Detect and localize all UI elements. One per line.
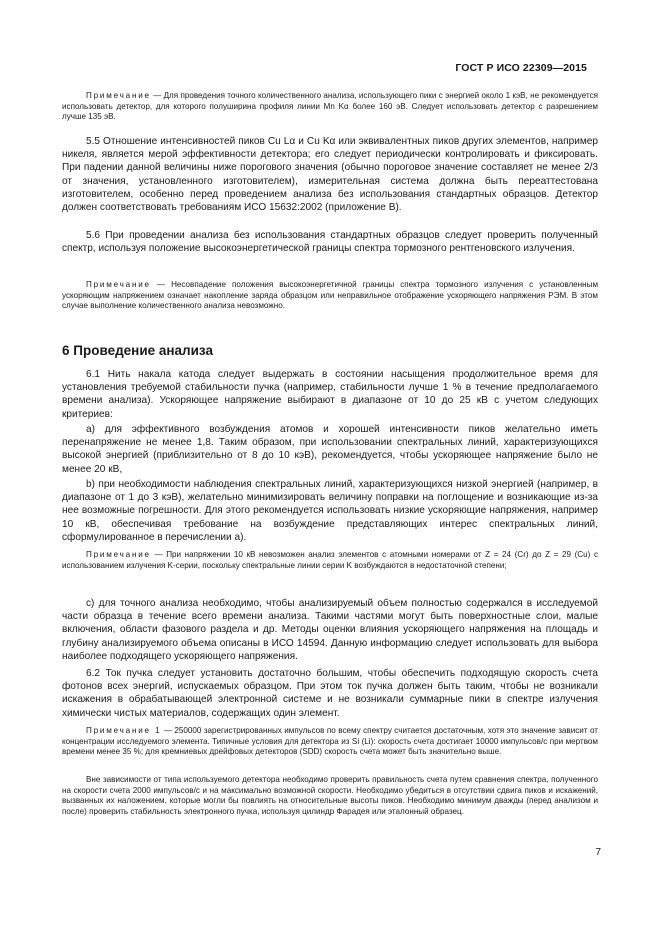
note-1 [62,91,598,123]
section-6-heading: 6 Проведение анализа [62,343,213,358]
paragraph-6-1-a: a) для эффективного возбуждения атомов и хорошей интенсивности пиков желательно иметь перенапряжение не менее 1,8. Таким образом, при использовании спектральных линий, характеризующихся высокой энергией (приблизительно от 8 до 10 кэВ), рекомендуется, чтобы ускоряющее напряжение было не менее 20 кВ, [62,424,598,475]
page-number: 7 [595,847,601,858]
paragraph-5-6: 5.6 При проведении анализа без использования стандартных образцов следует проверить полученный спектр, используя положение высокоэнергетической границы спектра тормозного рентгеновского излучения. [62,230,598,255]
document-id-header: ГОСТ Р ИСО 22309—2015 [455,62,587,74]
note-label: Примечание [86,550,151,559]
note-4 [62,726,598,758]
note-1-text: — Для проведения точного количественного анализа, использующего пики с энергией около 1 кэВ, не рекомендуется использовать детектор, для которого полуширина профиля линии Mn Kα более 160 эВ. Следует использовать детектор с разрешением лучше 135 эВ. [62,91,599,122]
note-5: Вне зависимости от типа используемого детектора необходимо проверить правильность счета путем сравнения спектра, полученного на скорости счета 2000 импульсов/с и на максимально возможной скорости. Необходимо убедиться в отсутствии сдвига пиков и искажений, вызванных их наложением, которые могли бы повлиять на относительные высоты пиков. Необходимо минимум дважды (перед анализом и после) проверить стабильность электронного пучка, используя цилиндр Фарадея или эталонный образец. [62,775,598,817]
note-2 [62,280,598,312]
note-3 [62,550,598,571]
paragraph-6-1: 6.1 Нить накала катода следует выдержать в состоянии насыщения продолжительное время для установления требуемой стабильности пучка (например, стабильности лучше 1 % в течение предполагаемого времени анализа). Ускоряющее напряжение выбирают в диапазоне от 10 до 25 кВ с учетом следующих критериев: [62,369,598,420]
note-2-text: — Несовпадение положения высокоэнергетичной границы спектра тормозного излучения с установленным ускоряющим напряжением означает накопление заряда образцом или неправильное отображение ускоряющего напряжения РЭМ. В этом случае выполнение количественного анализа невозможно. [62,280,599,311]
paragraph-6-1-b: b) при необходимости наблюдения спектральных линий, характеризующихся низкой энергией (например, в диапазоне от 1 до 3 кэВ), желательно минимизировать величину поправки на поглощение и возникающие из-за нее возможные погрешности. Для этого рекомендуется использовать низкие ускоряющие напряжения, например 10 кВ, обеспечивая требование на возбуждение представляющих интерес спектральных линий, сформулированное в перечислении a). [62,479,598,543]
note-3-text: — При напряжении 10 кВ невозможен анализ элементов с атомными номерами от Z = 24 (Cr) до Z = 29 (Cu) с использованием излучения K-серии, поскольку спектральные линии серии K возбуждаются в недостаточной степени; [62,550,598,570]
note-4-text: — 250000 зарегистрированных импульсов по всему спектру считается достаточным, хотя это значение зависит от концентрации исследуемого элемента. Типичные условия для детектора из Si (Li): скорость счета достигает 10000 импульсов/с при мертвом времени менее 35 %; для кремниевых дрейфовых детекторов (SDD) скорость счета может быть значительно выше. [62,726,598,757]
paragraph-5-5: 5.5 Отношение интенсивностей пиков Cu Lα и Cu Kα или эквивалентных пиков других элементов, например никеля, является мерой эффективности детектора; его следует периодически контролировать и фиксировать. При падении данной величины ниже порогового значения (обычно пороговое значение составляет не менее 2/3 от значения, установленного изготовителем), измерительная система должна быть переаттестована изготовителем, особенно перед проведением анализа без использования стандартных образцов. Детектор должен соответствовать требованиям ИСО 15632:2002 (приложение В). [62,136,598,214]
note-label-1: Примечание 1 [86,726,162,735]
note-label: Примечание [86,91,151,100]
note-label: Примечание [86,280,151,289]
paragraph-6-1-c: c) для точного анализа необходимо, чтобы анализируемый объем полностью содержался в исследуемой части образца в течение всего времени анализа. Такими частями могут быть поверхностные слои, малые включения, области фазового раздела и др. Методы оценки влияния ускоряющего напряжения на площадь и глубину анализируемого объема описаны в ИСО 14594. Данную информацию следует использовать для выбора наиболее подходящего ускоряющего напряжения. [62,598,598,662]
paragraph-6-2: 6.2 Ток пучка следует установить достаточно большим, чтобы обеспечить подходящую скорость счета фотонов всех энергий, испускаемых образцом. При этом ток пучка должен быть таким, чтобы не возникали искажения в обрабатывающей электронной системе и не возникали суммарные пики в спектре излучения химически чистых материалов, содержащих один элемент. [62,668,598,719]
